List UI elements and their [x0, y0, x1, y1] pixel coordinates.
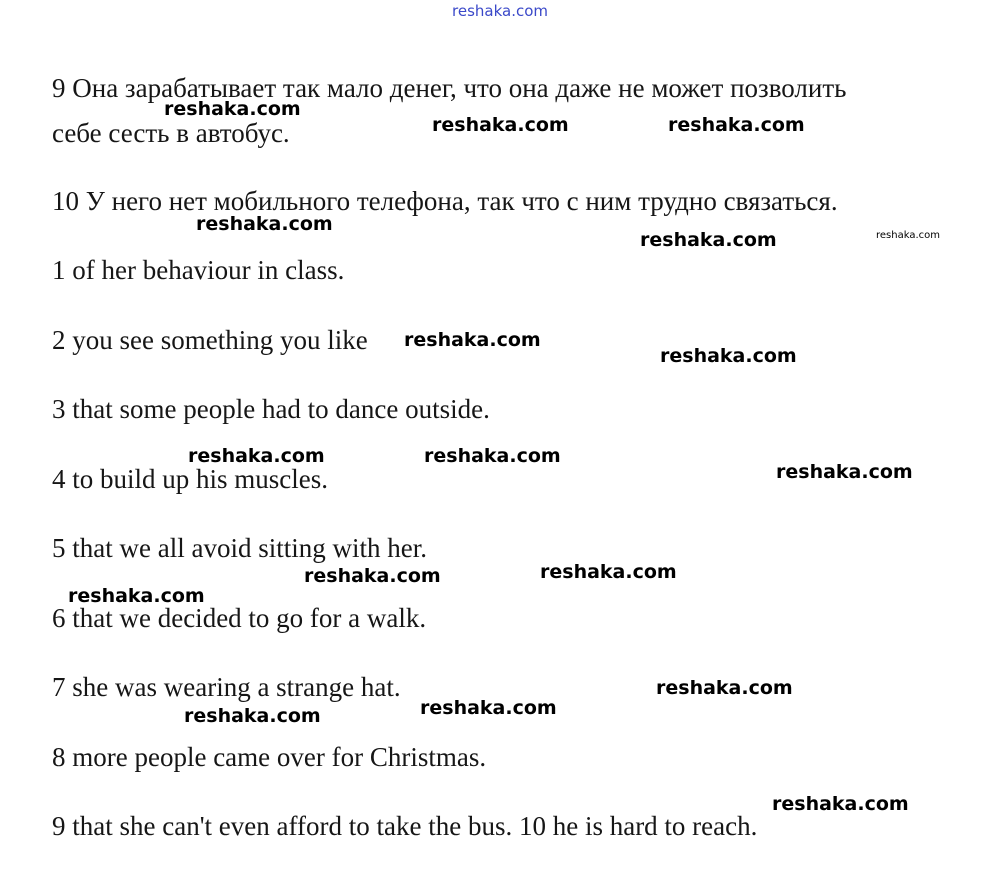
text-line: 3 that some people had to dance outside. — [52, 394, 490, 424]
watermark: reshaka.com — [68, 585, 205, 607]
watermark: reshaka.com — [184, 705, 321, 727]
watermark: reshaka.com — [188, 445, 325, 467]
watermark: reshaka.com — [876, 230, 940, 241]
watermark: reshaka.com — [404, 329, 541, 351]
watermark: reshaka.com — [432, 114, 569, 136]
watermark: reshaka.com — [772, 793, 909, 815]
text-line: 8 more people came over for Christmas. — [52, 742, 487, 772]
watermark: reshaka.com — [304, 565, 441, 587]
watermark: reshaka.com — [420, 697, 557, 719]
watermark: reshaka.com — [196, 213, 333, 235]
watermark: reshaka.com — [164, 98, 301, 120]
text-line: 10 У него нет мобильного телефона, так что с ним трудно связаться. — [52, 186, 838, 216]
text-line: 5 that we all avoid sitting with her. — [52, 533, 427, 563]
watermark: reshaka.com — [668, 114, 805, 136]
watermark: reshaka.com — [660, 345, 797, 367]
watermark: reshaka.com — [656, 677, 793, 699]
text-line: себе сесть в автобус. — [52, 118, 290, 148]
text-line: 6 that we decided to go for a walk. — [52, 603, 427, 633]
site-header: reshaka.com — [452, 2, 548, 20]
watermark: reshaka.com — [424, 445, 561, 467]
text-line: 9 Она зарабатывает так мало денег, что она даже не может позволить — [52, 73, 847, 103]
watermark: reshaka.com — [640, 229, 777, 251]
watermark: reshaka.com — [540, 561, 677, 583]
text-line: 7 she was wearing a strange hat. — [52, 672, 401, 702]
text-line: 2 you see something you like — [52, 325, 368, 355]
watermark: reshaka.com — [776, 461, 913, 483]
text-line: 9 that she can't even afford to take the bus. 10 he is hard to reach. — [52, 811, 758, 841]
text-line: 1 of her behaviour in class. — [52, 255, 345, 285]
text-line: 4 to build up his muscles. — [52, 464, 328, 494]
